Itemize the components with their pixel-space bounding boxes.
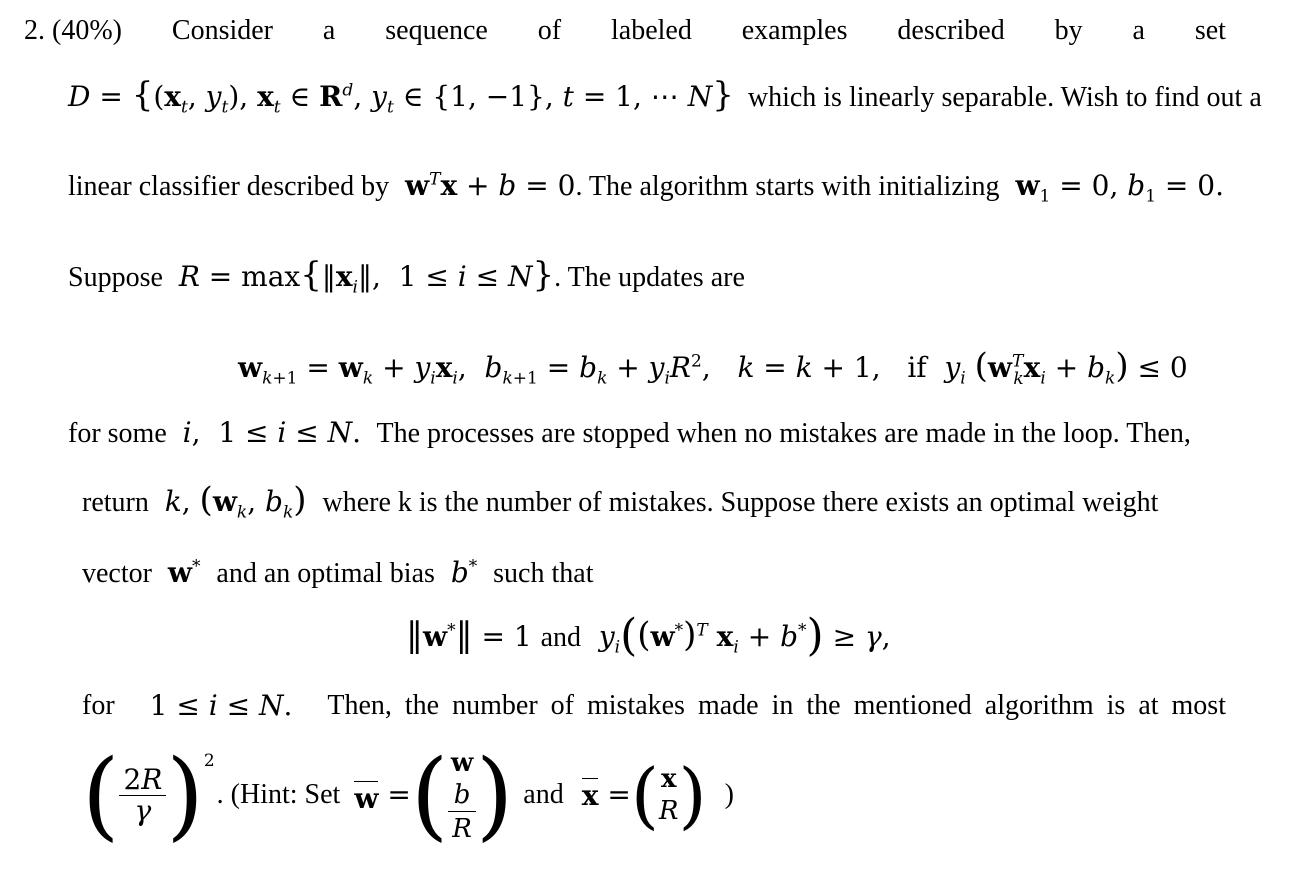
line1-word: set (1194, 15, 1226, 46)
line1-word: labeled (611, 15, 692, 46)
line1-word: a (322, 15, 336, 46)
update-rule: $w_{k+1} = w_k + y_ix_i$, $b_{k+1} = b_k + y_iR^2$, k = k + 1, if $y_i$ $(w^T_kx_i + b_k) \le 0$ (238, 346, 1188, 389)
hint-close: ) (724, 779, 734, 810)
and-word: and (540, 622, 582, 653)
line4-post: . The updates are (554, 262, 745, 293)
line8-pre: vector (82, 558, 152, 589)
optimal-weight-symbol: w* (167, 556, 201, 589)
line7-pre: return (82, 487, 149, 518)
return-line (82, 480, 1159, 523)
optimal-line (82, 556, 593, 591)
margin-condition: ‖w*‖ = 1 and $y_i((w^*)^T$ $x_i + b^*) \ge \gamma$, (406, 610, 891, 661)
problem-header-line (24, 14, 1226, 48)
index-range: 1 ≤ i ≤ N. (149, 689, 293, 722)
mistake-bound: ( $\frac{2R}{\gamma}$ ) 2 (82, 739, 215, 851)
line1-word: by (1054, 15, 1083, 46)
line8-post: such that (493, 558, 594, 589)
line4-pre: Suppose (68, 262, 163, 293)
hint-pre: . (Hint: Set (216, 779, 341, 810)
index-formula: i, 1 ≤ i ≤ N. (182, 416, 370, 449)
line7-post: where k is the number of mistakes. Suppose there exists an optimal weight (322, 487, 1159, 518)
classifier-line (68, 169, 1225, 207)
hint-line (82, 735, 734, 855)
line3-mid: . The algorithm starts with initializing (575, 171, 1000, 202)
classifier-formula: $w^Tx + b = 0$ (405, 169, 576, 202)
dataset-formula: $D = \{(x_t$, $y_t$), $x_t$ ∈ $R^d$, $y_t$ ∈ {1, −1}, t = 1, ⋯ N} (68, 75, 734, 118)
radius-line (68, 255, 745, 298)
init-formula: $w_1 = 0$, $b_1 = 0$. (1015, 169, 1225, 207)
line1-word: a (1132, 15, 1145, 46)
stopping-line (68, 416, 1191, 451)
line2-text: which is linearly separable. Wish to find out a (747, 82, 1262, 113)
optimal-bias-symbol: b* (450, 556, 478, 589)
line8-mid: and an optimal bias (216, 558, 435, 589)
problem-number: 2. (40%) (24, 15, 122, 46)
line1-word: Consider (171, 15, 273, 46)
line6-pre: for some (68, 418, 167, 449)
dataset-definition-line (68, 75, 1262, 118)
hint-and: and (523, 779, 564, 810)
line6-post: The processes are stopped when no mistakes are made in the loop. Then, (376, 418, 1191, 449)
x-bar-definition: x = ( x R ) (581, 753, 707, 837)
line10-pre: for (82, 690, 115, 721)
if-word: if (907, 351, 927, 384)
line1-word: examples (741, 15, 848, 46)
line10-post: Then, the number of mistakes made in the mentioned algorithm is at most (327, 690, 1226, 721)
w-bar-definition: w = ( w b R ) (354, 739, 514, 851)
line1-word: described (897, 15, 1005, 46)
line1-word: of (537, 15, 562, 46)
line1-word: sequence (385, 15, 488, 46)
line3-pre: linear classifier described by (68, 171, 390, 202)
radius-formula: $R = \max\{‖x_i‖$, 1 ≤ i ≤ N} (178, 255, 555, 298)
bound-line (82, 689, 1226, 723)
return-formula: k, ($w_k$, $b_k$) (164, 480, 307, 523)
